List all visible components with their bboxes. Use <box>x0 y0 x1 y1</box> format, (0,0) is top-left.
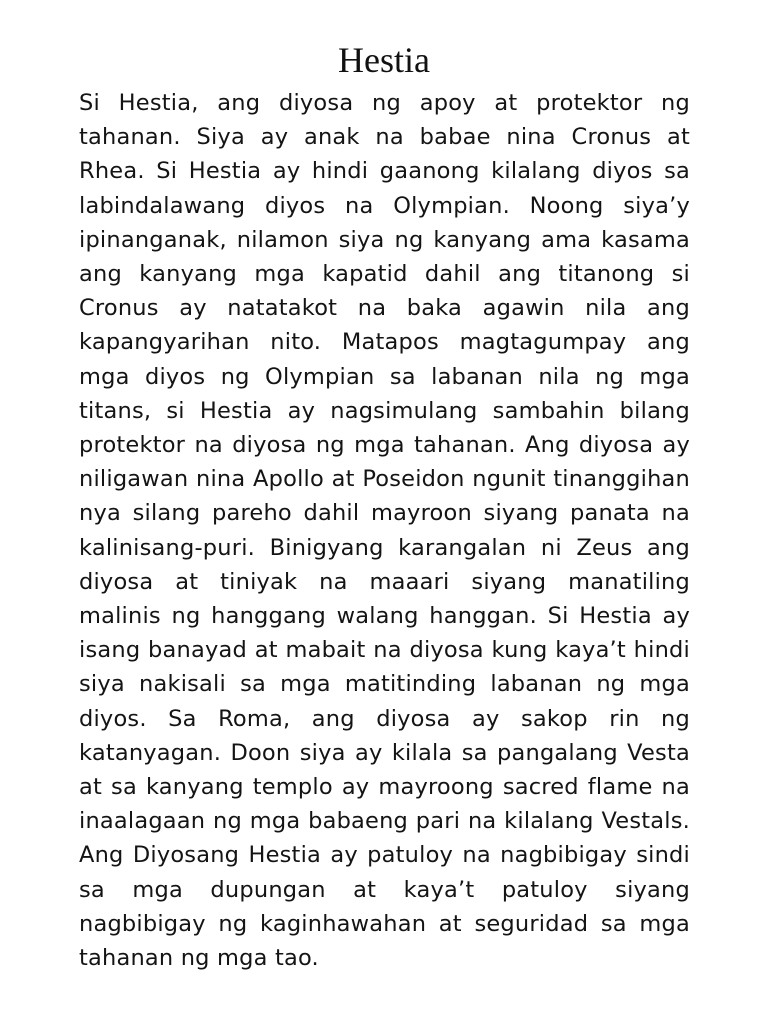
body-paragraph: Si Hestia, ang diyosa ng apoy at protektor ng tahanan. Siya ay anak na babae nina Cronus at Rhea. Si Hestia ay hindi gaanong kilalang diyos sa labindalawang diyos na Olympian. Noong siya’y ipinanganak, nilamon siya ng kanyang ama kasama ang kanyang mga kapatid dahil ang titanong si Cronus ay natatakot na baka agawin nila ang kapangyarihan nito. Matapos magtagumpay ang mga diyos ng Olympian sa labanan nila ng mga titans, si Hestia ay nagsimulang sambahin bilang protektor na diyosa ng mga tahanan. Ang diyosa ay niligawan nina Apollo at Poseidon ngunit tinanggihan nya silang pareho dahil mayroon siyang panata na kalinisang-puri. Binigyang karangalan ni Zeus ang diyosa at tiniyak na maaari siyang manatiling malinis ng hanggang walang hanggan. Si Hestia ay isang banayad at mabait na diyosa kung kaya’t hindi siya nakisali sa mga matitinding labanan ng mga diyos. Sa Roma, ang diyosa ay sakop rin ng katanyagan. Doon siya ay kilala sa pangalang Vesta at sa kanyang templo ay mayroong sacred flame na inaalagaan ng mga babaeng pari na kilalang Vestals. Ang Diyosang Hestia ay patuloy na nagbibigay sindi sa mga dupungan at kaya’t patuloy siyang nagbibigay ng kaginhawahan at seguridad sa mga tahanan ng mga tao. <box>79 90 690 972</box>
page-title: Hestia <box>338 40 430 80</box>
